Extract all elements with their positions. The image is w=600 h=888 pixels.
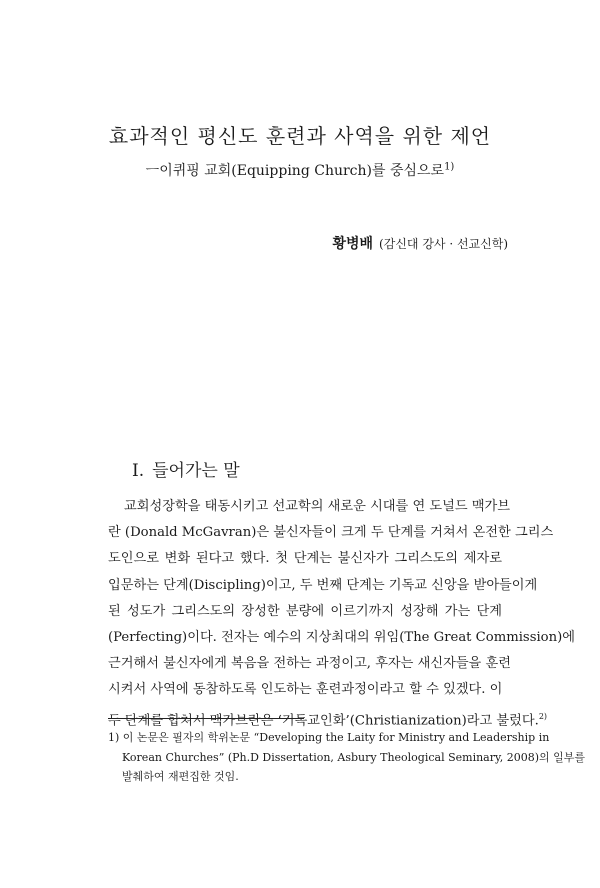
footnote-line: 발췌하여 재편집한 것임. bbox=[122, 770, 239, 783]
paper-title: 효과적인 평신도 훈련과 사역을 위한 제언 bbox=[108, 124, 492, 148]
footnote-line: 1) 이 논문은 필자의 학위논문 “Developing the Laity for Ministry and Leadership in bbox=[108, 731, 550, 744]
body-line: 시켜서 사역에 동참하도록 인도하는 훈련과정이라고 할 수 있겠다. 이 bbox=[108, 682, 503, 698]
body-line: 도인으로 변화 된다고 했다. 첫 단계는 불신자가 그리스도의 제자로 bbox=[108, 551, 502, 567]
section-title: 들어가는 말 bbox=[152, 461, 240, 481]
section-number: I. bbox=[132, 461, 145, 481]
section-heading bbox=[132, 456, 240, 481]
body-line: 근거해서 불신자에게 복음을 전하는 과정이고, 후자는 새신자들을 훈련 bbox=[108, 656, 511, 672]
body-line-last-text: 두 단계를 합쳐서 맥가브란은 ‘기독교인화’(Christianization)라고 불렀다. bbox=[108, 713, 539, 729]
footnote bbox=[108, 728, 586, 787]
paper-subtitle bbox=[0, 160, 600, 180]
subtitle-footnote-mark: 1) bbox=[444, 161, 455, 173]
footnote-divider bbox=[108, 718, 304, 719]
body-line: 입문하는 단계(Discipling)이고, 두 번째 단계는 기독교 신앙을 받아들이게 bbox=[108, 577, 538, 593]
body-footnote-mark: 2) bbox=[538, 711, 548, 721]
body-paragraph bbox=[108, 494, 576, 734]
body-line: 된 성도가 그리스도의 장성한 분량에 이르기까지 성장해 가는 단계 bbox=[108, 603, 502, 619]
body-line: (Perfecting)이다. 전자는 예수의 지상최대의 위임(The Great Commission)에 bbox=[108, 630, 576, 646]
subtitle-text: ㅡ이퀴핑 교회(Equipping Church)를 중심으로 bbox=[145, 163, 445, 179]
author-name: 황병배 bbox=[332, 236, 374, 252]
body-line: 란 (Donald McGavran)은 불신자들이 크게 두 단계를 거쳐서 온전한 그리스 bbox=[108, 525, 554, 541]
footnote-line: Korean Churches” (Ph.D Dissertation, Asbury Theological Seminary, 2008)의 일부를 bbox=[122, 750, 586, 764]
author-affiliation: (감신대 강사 · 선교신학) bbox=[379, 237, 508, 251]
body-line: 교회성장학을 태동시키고 선교학의 새로운 시대를 연 도널드 맥가브 bbox=[124, 499, 511, 514]
author-block bbox=[332, 233, 508, 253]
